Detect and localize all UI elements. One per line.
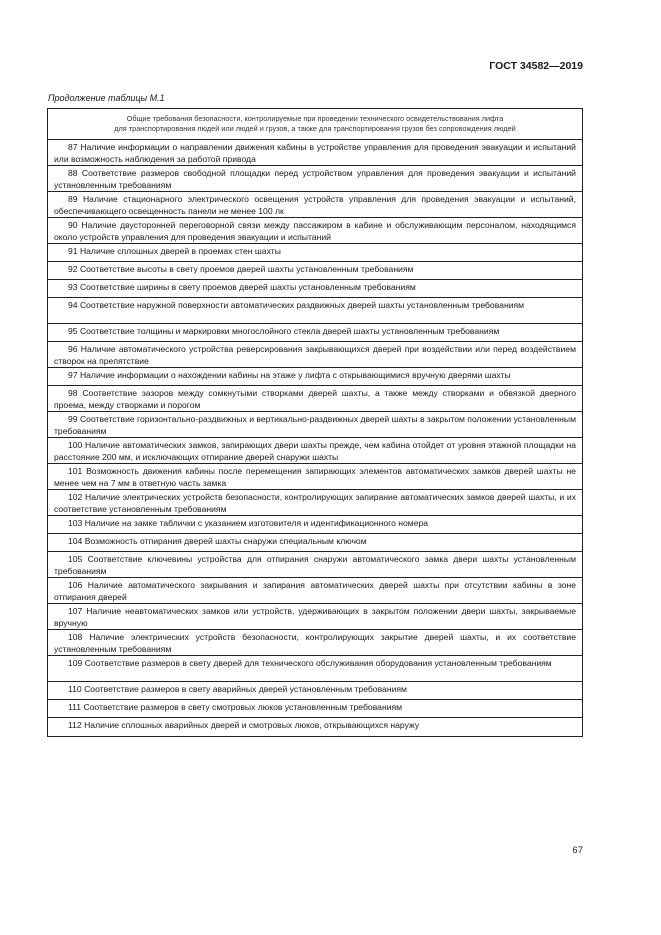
table-row	[48, 718, 582, 736]
table-row	[48, 298, 582, 324]
table-row	[48, 218, 582, 244]
row-text: 103 Наличие на замке таблички с указанием изготовителя и идентификационного номера	[68, 518, 429, 528]
row-text: 93 Соответствие ширины в свету проемов дверей шахты установленным требованиям	[68, 282, 416, 292]
row-text: 109 Соответствие размеров в свету дверей для технического обслуживания оборудования установленным требованиям	[68, 658, 552, 668]
table-row	[48, 368, 582, 386]
row-text: 99 Соответствие горизонтально-раздвижных и вертикально-раздвижных дверей шахты в закрытом положении установленным требованиям	[54, 414, 576, 436]
table-row	[48, 464, 582, 490]
table-row	[48, 438, 582, 464]
row-text: 90 Наличие двусторонней переговорной связи между пассажиром в кабине и обслуживающим персоналом, находящимся около устройств управления для проведения эвакуации и испытаний	[54, 220, 576, 242]
row-text: 112 Наличие сплошных аварийных дверей и смотровых люков, открывающихся наружу	[68, 720, 420, 730]
table-row	[48, 604, 582, 630]
row-text: 94 Соответствие наружной поверхности автоматических раздвижных дверей шахты установленным требованиям	[68, 300, 525, 310]
table-row	[48, 244, 582, 262]
row-text: 101 Возможность движения кабины после перемещения запирающих элементов автоматических замков дверей шахты не менее чем на 7 мм в ответную часть замка	[54, 466, 576, 488]
row-text: 98 Соответствие зазоров между сомкнутыми створками дверей шахты, а также между створками и обвязкой дверного проема, между створками и порогом	[54, 388, 576, 410]
table-row	[48, 534, 582, 552]
row-text: 108 Наличие электрических устройств безопасности, контролирующих закрытие дверей шахты, и их соответствие установленным требованиям	[54, 632, 576, 654]
table-row	[48, 656, 582, 682]
table-row	[48, 324, 582, 342]
row-text: 106 Наличие автоматического закрывания и запирания автоматических дверей шахты при отсутствии кабины в зоне отпирания дверей	[54, 580, 576, 602]
row-text: 89 Наличие стационарного электрического освещения устройств управления для проведения эвакуации и испытаний, обеспечивающего освещенность панели не менее 100 лк	[54, 194, 576, 216]
table-header-line-1: Общие требования безопасности, контролируемые при проведении технического освидетельствования лифта	[126, 114, 504, 123]
row-text: 95 Соответствие толщины и маркировки многослойного стекла дверей шахты установленным требованиям	[68, 326, 500, 336]
row-text: 96 Наличие автоматического устройства реверсирования закрывающихся дверей при воздействии или перед воздействием створок на препятствие	[54, 344, 576, 366]
table-continuation-label: Продолжение таблицы М.1	[48, 93, 165, 103]
table-header-line-2: для транспортирования людей или людей и грузов, а также для транспортирования грузов без сопровождения людей	[114, 124, 516, 133]
table-row	[48, 280, 582, 298]
document-number: ГОСТ 34582—2019	[489, 60, 583, 72]
row-text: 87 Наличие информации о направлении движения кабины в устройстве управления для проведения эвакуации и испытаний или возможность наблюдения за работой привода	[54, 142, 576, 164]
table-row	[48, 166, 582, 192]
table-row	[48, 516, 582, 534]
page-number: 67	[572, 845, 583, 856]
row-text: 91 Наличие сплошных дверей в проемах стен шахты	[68, 246, 281, 256]
table-row	[48, 192, 582, 218]
table-header	[48, 109, 582, 140]
row-text: 100 Наличие автоматических замков, запирающих двери шахты прежде, чем кабина отойдет от уровня этажной площадки на расстояние 200 мм, и исключающих отпирание дверей снаружи шахты	[54, 440, 576, 462]
table-row	[48, 412, 582, 438]
row-text: 105 Соответствие ключевины устройства для отпирания снаружи автоматического замка двери шахты установленным требованиям	[54, 554, 576, 576]
row-text: 92 Соответствие высоты в свету проемов дверей шахты установленным требованиям	[68, 264, 414, 274]
table-row	[48, 490, 582, 516]
table-row	[48, 630, 582, 656]
row-text: 88 Соответствие размеров свободной площадки перед устройством управления для проведения эвакуации и испытаний установленным требованиям	[54, 168, 576, 190]
table-row	[48, 342, 582, 368]
table-row	[48, 262, 582, 280]
row-text: 107 Наличие неавтоматических замков или устройств, удерживающих в закрытом положении двери шахты, закрываемые вручную	[54, 606, 576, 628]
row-text: 111 Соответствие размеров в свету смотровых люков установленным требованиям	[68, 702, 403, 712]
table-row	[48, 552, 582, 578]
row-text: 102 Наличие электрических устройств безопасности, контролирующих запирание автоматических замков дверей шахты, и их соответствие установленным требованиям	[54, 492, 576, 514]
table-body	[48, 140, 582, 736]
requirements-table	[47, 108, 583, 737]
table-row	[48, 578, 582, 604]
row-text: 110 Соответствие размеров в свету аварийных дверей установленным требованиям	[68, 684, 407, 694]
table-row	[48, 140, 582, 166]
row-text: 97 Наличие информации о нахождении кабины на этаже у лифта с открывающимися вручную дверями шахты	[68, 370, 511, 380]
table-row	[48, 700, 582, 718]
table-row	[48, 386, 582, 412]
table-row	[48, 682, 582, 700]
row-text: 104 Возможность отпирания дверей шахты снаружи специальным ключом	[68, 536, 367, 546]
